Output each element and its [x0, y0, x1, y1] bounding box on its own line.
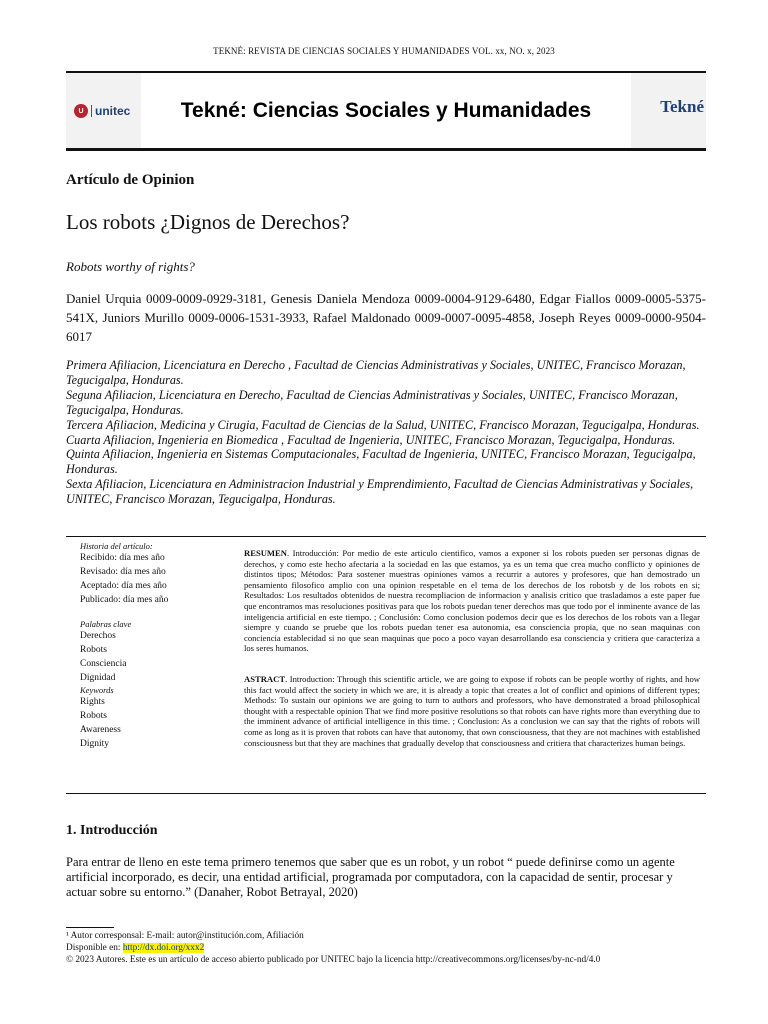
logo-divider [91, 105, 92, 117]
history-revised: Revisado: día mes año [80, 567, 166, 577]
keywords-en-heading: Keywords [80, 685, 114, 695]
keyword-en: Rights [80, 697, 105, 707]
history-heading: Historia del artículo: [80, 541, 153, 551]
affiliation-item: Quinta Afiliacion, Ingenieria en Sistemas Computacionales, Facultad de Ingenieria, UNITEC, Francisco Morazan, Tegucigalpa, Honduras. [66, 447, 696, 477]
keyword-es: Consciencia [80, 659, 127, 669]
running-header: TEKNÉ: REVISTA DE CIENCIAS SOCIALES Y HUMANIDADES VOL. xx, NO. x, 2023 [213, 46, 555, 56]
affiliation-item: Tercera Afiliacion, Medicina y Cirugia, Facultad de Ciencias de la Salud, UNITEC, Francisco Morazan, Tegucigalpa, Honduras. [66, 417, 700, 432]
history-received: Recibido: día mes año [80, 553, 165, 563]
journal-banner [66, 71, 706, 151]
history-accepted: Aceptado: día mes año [80, 581, 167, 591]
abstract-bottom-rule [66, 793, 706, 794]
article-type: Artículo de Opinion [66, 172, 195, 188]
keyword-es: Dignidad [80, 673, 116, 683]
abstract-es [244, 548, 700, 654]
keywords-es-heading: Palabras clave [80, 619, 132, 629]
keyword-en: Dignity [80, 739, 110, 749]
article-info-sidebar [80, 541, 230, 751]
abstract-es-text: . Introducción: Por medio de este articulo cientifico, vamos a exponer si los robots pueden ser personas dignas de derechos, y como este hecho afectaria a la sociedad en las que estamos, ya es un tema que crea mucho conflicto y opiniones de distintos tipos; Métodos: Para sostener muestras opiniones vamos a recurrir a autores y profesores, que han demostrado un pensamiento filosofico amplio con una opinion respetable en el tema de los derechos de los robotsb y de los robots en si; Resultados: Los resultados obtenidos de nuestra recompliacion de informacion y analisis critico que trasladamos a este paper fue que encontramos mas resoluciones positivas para que los robots puedan tener derechos mas que todo por el inminente avance de las inteligencia artificial en este tiempo. ; Conclusión: Como conclusion podemos decir que es los derechos de los robots van a llegar siempre y cuando se pruebe que los robots puedan tener esa autonomia, esa consciencia propia, que no sean maquinas con conciencia establecidad si no que sean maquinas que poco a poco vayan desarrollando esa consciencia y critiera que caracteriza a los seres humanos. [244, 548, 700, 654]
abstract-en-label: ASTRACT [244, 673, 286, 684]
footnotes [66, 930, 726, 966]
history-published: Publicado: día mes año [80, 595, 169, 605]
footnote-author: ¹ Autor corresponsal: E-mail: autor@institución.com, Afiliación [66, 931, 304, 941]
affiliation-item: Seguna Afiliacion, Licenciatura en Derecho, Facultad de Ciencias Administrativas y Sociales, UNITEC, Francisco Morazan, Tegucigalpa, Honduras. [66, 387, 678, 417]
footnote-availability [66, 942, 726, 954]
abstract-en-text: . Introduction: Through this scientific article, we are going to expose if robots can be people worthy of rights, and how this fact would affect the society in which we are, it is already a topic that creates a lot of conflict and opinions of different types; Methods: To sustain our opinions we are going to turn to authors and professors, who have demonstrated a broad philosophical thought with a respectable opinion That we find more positive resolutions so that robots can have rights more than everything due to the imminent advance of artificial intelligence in this time. ; Conclusion: As a conclusion we can say that the rights of robots will come as long as it is proven that robots can have that autonomy, that own consciousness, that they are not machines with established consciousness but that they are machines that gradually develop that consciousness and critiera that characterizes human beings. [244, 673, 700, 748]
introduction-heading: 1. Introducción [66, 823, 158, 838]
availability-label: Disponible en: [66, 943, 123, 953]
affiliation-item: Primera Afiliacion, Licenciatura en Derecho , Facultad de Ciencias Administrativas y Sociales, UNITEC, Francisco Morazan, Tegucigalpa, Honduras. [66, 358, 686, 387]
unitec-logo [74, 101, 140, 121]
abstract-top-rule [66, 536, 706, 537]
journal-title-box [141, 73, 631, 148]
article-subtitle: Robots worthy of rights? [66, 259, 195, 274]
footnote-rule [66, 927, 114, 928]
unitec-logo-text: unitec [95, 104, 131, 118]
footnote-license: © 2023 Autores. Este es un artículo de acceso abierto publicado por UNITEC bajo la licencia http://creativecommons.org/licenses/by-nc-nd/4.0 [66, 955, 601, 965]
keyword-es: Robots [80, 645, 107, 655]
journal-title: Tekné: Ciencias Sociales y Humanidades [180, 98, 592, 122]
keyword-es: Derechos [80, 631, 116, 641]
abstract-es-label: RESUMEN [244, 548, 287, 558]
keyword-en: Awareness [80, 725, 121, 735]
author-list: Daniel Urquia 0009-0009-0929-3181, Genesis Daniela Mendoza 0009-0004-9129-6480, Edgar Fiallos 0009-0005-5375-541X, Juniors Murillo 0009-0006-1531-3933, Rafael Maldonado 0009-0007-0095-4858, Joseph Reyes 0009-0000-9504-6017 [66, 291, 706, 344]
article-title: Los robots ¿Dignos de Derechos? [66, 210, 350, 234]
introduction-text: Para entrar de lleno en este tema primero tenemos que saber que es un robot, y un robot “ puede definirse como un agente artificial incorporado, es decir, una entidad artificial, programada por computadora, con la capacidad de sentir, procesar y actuar sobre su entorno.” (Danaher, Robot Betrayal, 2020) [66, 855, 675, 899]
abstract-block [244, 548, 700, 768]
tekne-logo: Tekné [660, 97, 704, 116]
affiliation-item: Sexta Afiliacion, Licenciatura en Administracion Industrial y Emprendimiento, Facultad de Ciencias Administrativas y Sociales, UNITEC, Francisco Morazan, Tegucigalpa, Honduras. [66, 477, 694, 507]
keyword-en: Robots [80, 711, 107, 721]
abstract-en [244, 674, 700, 748]
affiliation-item: Cuarta Afiliacion, Ingenieria en Biomedica , Facultad de Ingenieria, UNITEC, Francisco Morazan, Tegucigalpa, Honduras. [66, 432, 676, 447]
unitec-logo-mark: U [74, 104, 88, 118]
affiliation-list [66, 358, 706, 507]
doi-link[interactable]: http://dx.doi.org/xxx2 [122, 943, 205, 953]
